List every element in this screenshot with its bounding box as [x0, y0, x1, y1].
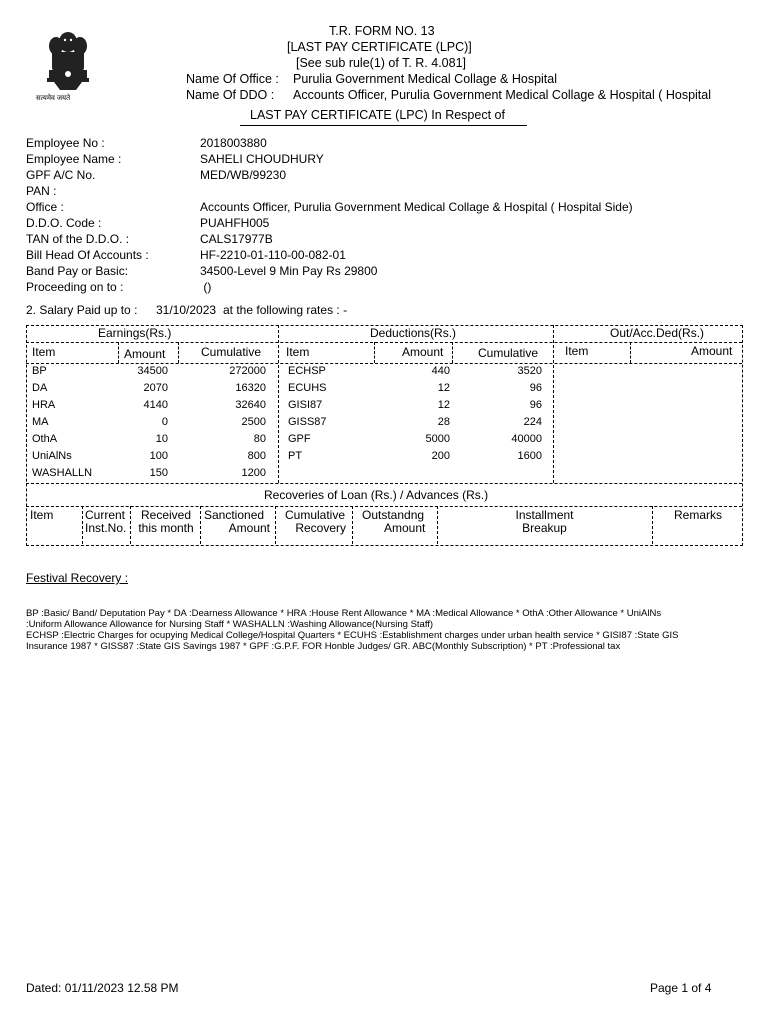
- earn-col-amount: Amount: [124, 347, 166, 361]
- ded-cumulative: 40000: [511, 433, 542, 445]
- gpf-label: GPF A/C No.: [26, 168, 96, 182]
- tan-value: CALS17977B: [200, 232, 273, 246]
- ded-amount: 440: [431, 365, 450, 377]
- earn-cumulative: 80: [253, 433, 266, 445]
- rec-col-received: Received: [140, 508, 192, 522]
- rec-col-item: Item: [30, 508, 54, 522]
- rule-v-r1: [82, 506, 83, 544]
- ded-item: PT: [288, 450, 303, 462]
- band-pay-label: Band Pay or Basic:: [26, 264, 129, 278]
- emp-name-label: Employee Name :: [26, 152, 122, 166]
- ded-col-amount: Amount: [402, 345, 444, 359]
- earn-item: MA: [32, 416, 49, 428]
- earnings-title: Earnings(Rs.): [98, 326, 172, 340]
- earn-item: BP: [32, 365, 47, 377]
- lpc-heading: LAST PAY CERTIFICATE (LPC) In Respect of: [250, 108, 505, 122]
- earn-item: DA: [32, 382, 48, 394]
- rule-v-r4: [275, 506, 276, 544]
- ded-item: ECUHS: [288, 382, 327, 394]
- office-detail-label: Office :: [26, 200, 64, 214]
- festival-recovery-label: Festival Recovery :: [26, 571, 129, 585]
- rule-v-r5: [352, 506, 353, 544]
- salary-suffix: at the following rates : -: [223, 303, 348, 317]
- bill-head-value: HF-2210-01-110-00-082-01: [200, 248, 346, 262]
- rule-v-e2: [178, 342, 179, 363]
- rule-v-d1: [374, 342, 375, 363]
- rec-col-sanctioned: Sanctioned: [204, 508, 265, 522]
- out-acc-title: Out/Acc.Ded(Rs.): [610, 326, 705, 340]
- ded-amount: 200: [431, 450, 450, 462]
- earn-amount: 100: [149, 450, 168, 462]
- office-detail-value: Accounts Officer, Purulia Government Medical Collage & Hospital ( Hospital Side): [200, 200, 633, 214]
- ddo-label: Name Of DDO :: [186, 88, 275, 102]
- office-label: Name Of Office :: [186, 72, 279, 86]
- ddo-code-value: PUAHFH005: [200, 216, 270, 230]
- earn-col-item: Item: [32, 345, 56, 359]
- dated-footer: Dated: 01/11/2023 12.58 PM: [26, 981, 179, 995]
- legend-line: ECHSP :Electric Charges for ocupying Medical College/Hospital Quarters * ECUHS :Establishment charges under urban health service * GISI87 :State GIS: [26, 630, 679, 641]
- tan-label: TAN of the D.D.O. :: [26, 232, 130, 246]
- rule-v-r3: [200, 506, 201, 544]
- rule-v-earn: [278, 325, 279, 483]
- page-number: Page 1 of 4: [650, 981, 712, 995]
- ded-cumulative: 96: [529, 399, 542, 411]
- rec-col-received-2: this month: [138, 521, 194, 535]
- legend-line: BP :Basic/ Band/ Deputation Pay * DA :Dearness Allowance * HRA :House Rent Allowance * MA :Medical Allowance * OthA :Other Allowance * UniAlNs: [26, 608, 662, 619]
- rec-col-outstanding-2: Amount: [384, 521, 426, 535]
- earn-amount: 10: [155, 433, 168, 445]
- ded-col-item: Item: [286, 345, 310, 359]
- rule-h3: [26, 483, 742, 484]
- emp-no-value: 2018003880: [200, 136, 267, 150]
- ded-amount: 28: [437, 416, 450, 428]
- ddo-code-label: D.D.O. Code :: [26, 216, 102, 230]
- gpf-value: MED/WB/99230: [200, 168, 287, 182]
- rule-h2: [26, 363, 742, 364]
- recoveries-title: Recoveries of Loan (Rs.) / Advances (Rs.): [264, 488, 489, 502]
- ded-cumulative: 1600: [517, 450, 542, 462]
- earn-amount: 4140: [143, 399, 168, 411]
- ded-item: GPF: [288, 433, 311, 445]
- bill-head-label: Bill Head Of Accounts :: [26, 248, 149, 262]
- legend-line: Insurance 1987 * GISS87 :State GIS Savings 1987 * GPF :G.P.F. FOR Honble Judges/ GR. ABC(Monthly Subscription) * PT :Professional tax: [26, 641, 621, 652]
- salary-date: 31/10/2023: [156, 303, 217, 317]
- band-pay-value: 34500-Level 9 Min Pay Rs 29800: [200, 264, 378, 278]
- rec-col-cumulative-2: Recovery: [295, 521, 346, 535]
- rule-v-d2: [452, 342, 453, 363]
- earn-item: WASHALLN: [32, 467, 93, 479]
- rec-col-remarks: Remarks: [674, 508, 723, 522]
- rec-col-installment: Installment: [515, 508, 574, 522]
- earn-cumulative: 32640: [235, 399, 266, 411]
- earn-item: OthA: [32, 433, 58, 445]
- out-col-amount: Amount: [691, 344, 733, 358]
- rec-col-current: Current: [85, 508, 126, 522]
- rec-col-sanctioned-2: Amount: [228, 521, 270, 535]
- rule-v-ded: [553, 325, 554, 483]
- heading-underline: [240, 125, 527, 126]
- ded-item: GISI87: [288, 399, 323, 411]
- ded-amount: 12: [437, 382, 450, 394]
- pan-label: PAN :: [26, 184, 57, 198]
- ded-cumulative: 224: [523, 416, 542, 428]
- earn-cumulative: 800: [247, 450, 266, 462]
- deductions-title: Deductions(Rs.): [370, 326, 457, 340]
- sub-rule: [See sub rule(1) of T. R. 4.081]: [296, 56, 467, 70]
- rule-v-r2: [130, 506, 131, 544]
- earn-cumulative: 16320: [235, 382, 266, 394]
- rec-col-current-2: Inst.No.: [85, 521, 127, 535]
- rule-v-o1: [630, 342, 631, 363]
- ded-amount: 12: [437, 399, 450, 411]
- emp-name-value: SAHELI CHOUDHURY: [200, 152, 324, 166]
- earn-col-cumulative: Cumulative: [201, 345, 262, 359]
- ded-amount: 5000: [425, 433, 450, 445]
- abbreviation-legend: [26, 608, 738, 652]
- legend-line: :Uniform Allowance Allowance for Nursing Staff * WASHALLN :Washing Allowance(Nursing Staff): [26, 619, 434, 630]
- rec-col-installment-2: Breakup: [522, 521, 567, 535]
- rule-v-e1: [118, 342, 119, 363]
- earn-item: UniAlNs: [32, 450, 72, 462]
- rec-col-outstanding: Outstandng: [362, 508, 425, 522]
- proceeding-label: Proceeding on to :: [26, 280, 124, 294]
- rule-h1: [26, 342, 742, 343]
- ded-cumulative: 96: [529, 382, 542, 394]
- earn-cumulative: 272000: [229, 365, 266, 377]
- form-title: [LAST PAY CERTIFICATE (LPC)]: [287, 40, 472, 54]
- earn-amount: 0: [161, 416, 168, 428]
- earn-amount: 34500: [137, 365, 168, 377]
- emblem-motto: सत्यमेव जयते: [36, 95, 71, 102]
- office-name: Purulia Government Medical Collage & Hospital: [293, 72, 558, 86]
- rec-col-cumulative: Cumulative: [284, 508, 346, 522]
- form-number: T.R. FORM NO. 13: [329, 24, 435, 38]
- ded-item: GISS87: [288, 416, 327, 428]
- earn-cumulative: 2500: [241, 416, 266, 428]
- proceeding-value: (): [200, 280, 212, 294]
- earn-amount: 150: [149, 467, 168, 479]
- ded-cumulative: 3520: [517, 365, 542, 377]
- rule-h4: [26, 506, 742, 507]
- ded-item: ECHSP: [288, 365, 326, 377]
- salary-label: 2. Salary Paid up to :: [26, 303, 138, 317]
- emp-no-label: Employee No :: [26, 136, 105, 150]
- ded-col-cumulative: Cumulative: [478, 346, 539, 360]
- out-col-item: Item: [565, 344, 589, 358]
- earn-item: HRA: [32, 399, 56, 411]
- rule-v-r7: [652, 506, 653, 544]
- ddo-name: Accounts Officer, Purulia Government Medical Collage & Hospital ( Hospital: [293, 88, 712, 102]
- earn-cumulative: 1200: [241, 467, 266, 479]
- state-emblem-icon: [36, 30, 96, 102]
- earn-amount: 2070: [143, 382, 168, 394]
